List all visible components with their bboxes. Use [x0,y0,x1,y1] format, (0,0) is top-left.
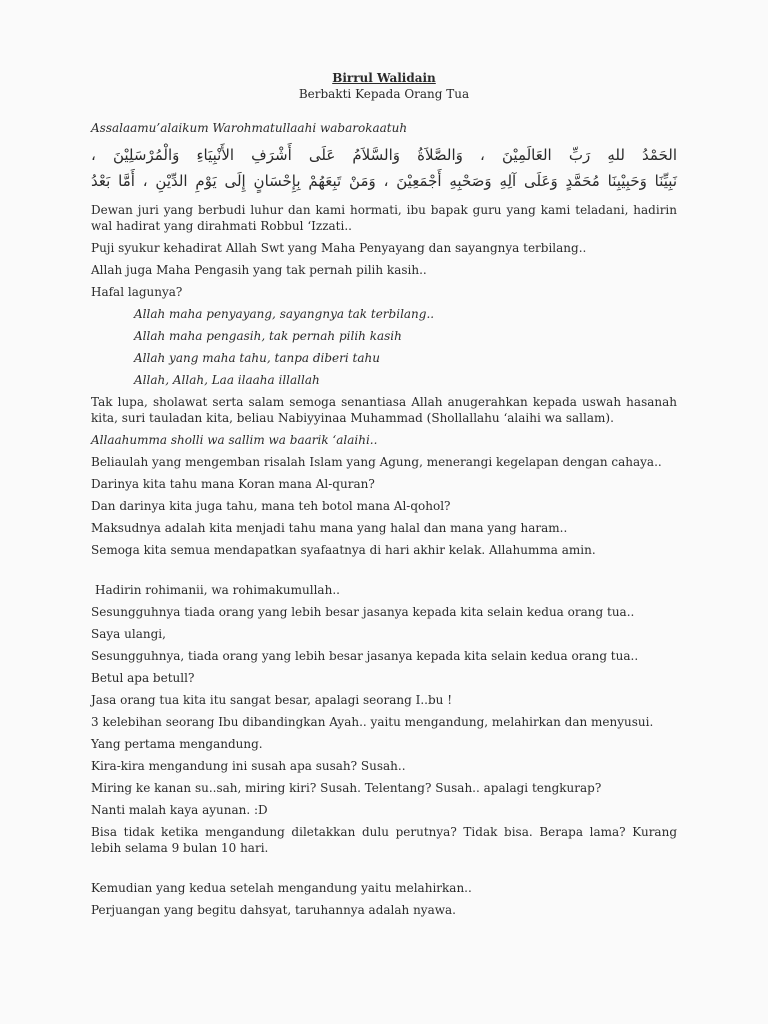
paragraph: Beliaulah yang mengemban risalah Islam yang Agung, menerangi kegelapan dengan cahaya.. [91,455,662,469]
paragraph: Dewan juri yang berbudi luhur dan kami hormati, ibu bapak guru yang kami teladani, hadirin wal hadirat yang dirahmati Robbul ‘Izzati.. [91,203,677,233]
paragraph: Tak lupa, sholawat serta salam semoga senantiasa Allah anugerahkan kepada uswah hasanah kita, suri tauladan kita, beliau Nabiyyinaa Muhammad (Shollallahu ‘alaihi wa sallam). [91,395,677,425]
document-subtitle: Berbakti Kepada Orang Tua [298,87,470,101]
poem-line: Allah, Allah, Laa ilaaha illallah [134,373,320,387]
paragraph: Dan darinya kita juga tahu, mana teh botol mana Al-qohol? [91,499,451,513]
document-title: Birrul Walidain [332,71,436,85]
paragraph: 3 kelebihan seorang Ibu dibandingkan Ayah.. yaitu mengandung, melahirkan dan menyusui. [91,715,654,729]
spacer [91,862,677,880]
paragraph: Jasa orang tua kita itu sangat besar, apalagi seorang I..bu ! [91,693,453,707]
poem-block [91,306,677,388]
paragraph: Hadirin rohimanii, wa rohimakumullah.. [95,583,340,597]
paragraph: Kira-kira mengandung ini susah apa susah? Susah.. [91,759,406,773]
arabic-line: نَبِيِّنَا وَحَبِيْبِنَا مُحَمَّدٍ وَعَلَى آلِهِ وَصَحْبِهِ أَجْمَعِيْنَ ، وَمَنْ تَبِعَهُمْ بِإِحْسَانٍ إِلَى يَوْمِ الدِّيْنِ ، أَمَّا بَعْدُ [91,172,677,190]
poem-line: Allah maha pengasih, tak pernah pilih kasih [134,329,402,343]
paragraph: Sesungguhnya tiada orang yang lebih besar jasanya kepada kita selain kedua orang tua.. [91,605,635,619]
document-body [91,70,677,924]
paragraph: Allaahumma sholli wa sallim wa baarik ‘alaihi.. [91,433,378,447]
paragraph: Kemudian yang kedua setelah mengandung yaitu melahirkan.. [91,881,472,895]
spacer [91,564,677,582]
paragraph: Sesungguhnya, tiada orang yang lebih besar jasanya kepada kita selain kedua orang tua.. [91,649,639,663]
paragraph: Hafal lagunya? [91,285,183,299]
paragraph: Perjuangan yang begitu dahsyat, taruhannya adalah nyawa. [91,903,456,917]
paragraph: Saya ulangi, [91,627,166,641]
poem-line: Allah maha penyayang, sayangnya tak terbilang.. [134,307,435,321]
greeting-salam: Assalaamu’alaikum Warohmatullaahi wabarokaatuh [91,121,408,135]
paragraph: Puji syukur kehadirat Allah Swt yang Maha Penyayang dan sayangnya terbilang.. [91,241,587,255]
arabic-line: الحَمْدُ للهِ رَبِّ العَالَمِيْنَ ، وَالصَّلاَةُ وَالسَّلاَمُ عَلَى أَشْرَفِ الأَنْبِيَاءِ وَالْمُرْسَلِيْنَ ، [91,146,677,164]
paragraph: Bisa tidak ketika mengandung diletakkan dulu perutnya? Tidak bisa. Berapa lama? Kurang lebih selama 9 bulan 10 hari. [91,825,677,855]
paragraph: Allah juga Maha Pengasih yang tak pernah pilih kasih.. [91,263,427,277]
paragraph: Maksudnya adalah kita menjadi tahu mana yang halal dan mana yang haram.. [91,521,568,535]
paragraph: Yang pertama mengandung. [91,737,263,751]
paragraph: Darinya kita tahu mana Koran mana Al-quran? [91,477,375,491]
arabic-opening [91,142,677,194]
paragraph: Nanti malah kaya ayunan. :D [91,803,268,817]
paragraph: Betul apa betull? [91,671,195,685]
poem-line: Allah yang maha tahu, tanpa diberi tahu [134,351,380,365]
paragraph: Semoga kita semua mendapatkan syafaatnya di hari akhir kelak. Allahumma amin. [91,543,596,557]
paragraph: Miring ke kanan su..sah, miring kiri? Susah. Telentang? Susah.. apalagi tengkurap? [91,781,602,795]
